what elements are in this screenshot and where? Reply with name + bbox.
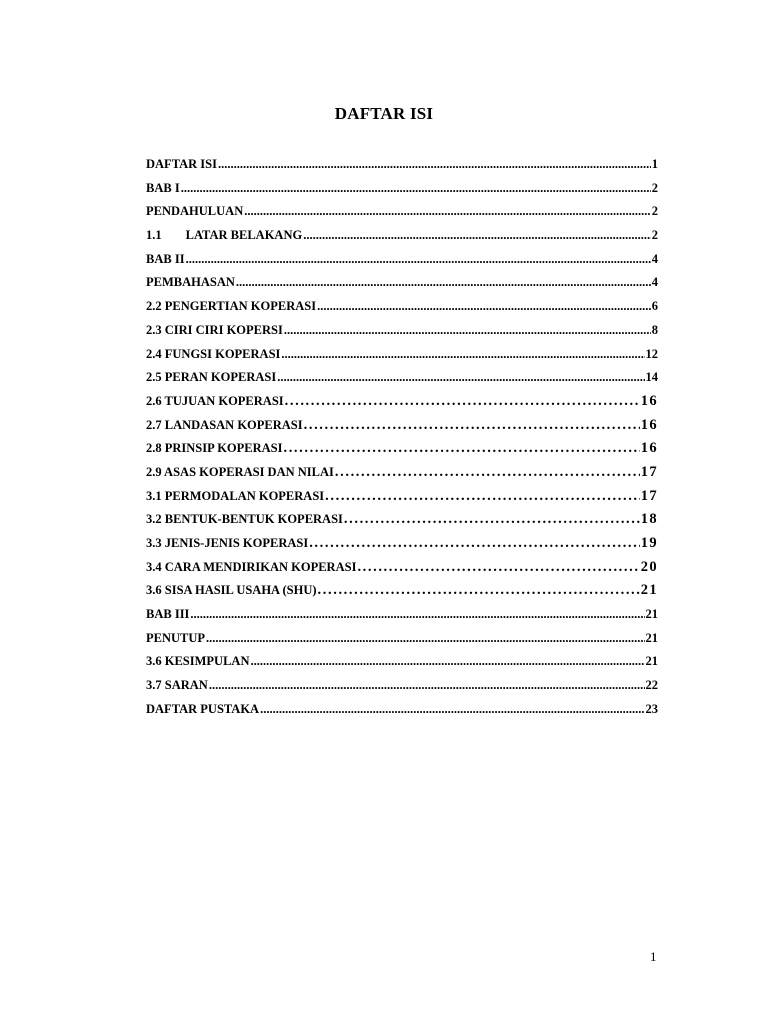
toc-entry bbox=[146, 200, 658, 224]
toc-entry-label: 2.9 ASAS KOPERASI DAN NILAI bbox=[146, 464, 334, 479]
toc-entry-page: 21 bbox=[645, 630, 658, 645]
toc-entry bbox=[146, 532, 658, 556]
toc-entry-page: 21 bbox=[645, 654, 658, 669]
toc-entry bbox=[146, 650, 658, 674]
toc-entry-page: 8 bbox=[651, 322, 658, 337]
toc-entry bbox=[146, 627, 658, 651]
toc-entry-page: 22 bbox=[645, 678, 658, 693]
toc-entry-page: 1 bbox=[651, 157, 658, 171]
toc-entry-label: 3.7 SARAN bbox=[146, 678, 208, 693]
toc-entry-label: 3.3 JENIS-JENIS KOPERASI bbox=[146, 536, 309, 550]
toc-dot-leader bbox=[304, 414, 640, 438]
toc-entry-label: 3.6 SISA HASIL USAHA (SHU) bbox=[146, 583, 317, 598]
toc-dot-leader bbox=[250, 650, 644, 674]
toc-entry bbox=[146, 390, 658, 414]
toc-entry-label: PENUTUP bbox=[146, 630, 206, 645]
toc-dot-leader bbox=[344, 508, 640, 532]
toc-entry bbox=[146, 248, 658, 272]
toc-entry-page: 16 bbox=[640, 392, 658, 409]
toc-entry bbox=[146, 366, 658, 390]
toc-entry-label: 2.5 PERAN KOPERASI bbox=[146, 370, 277, 385]
toc-dot-leader bbox=[303, 224, 651, 248]
toc-entry-page: 21 bbox=[645, 607, 658, 622]
toc-entry-page: 17 bbox=[640, 463, 658, 480]
toc-entry bbox=[146, 579, 658, 603]
toc-entry-label: BAB II bbox=[146, 251, 185, 266]
toc-dot-leader bbox=[277, 366, 644, 390]
toc-entry-page: 6 bbox=[651, 299, 658, 314]
toc-dot-leader bbox=[181, 177, 651, 201]
toc-entry-page: 14 bbox=[645, 370, 658, 385]
toc-dot-leader bbox=[309, 532, 639, 556]
toc-entry-page: 12 bbox=[645, 346, 658, 361]
toc-entry bbox=[146, 461, 658, 485]
toc-entry bbox=[146, 508, 658, 532]
toc-entry bbox=[146, 485, 658, 509]
toc-entry-label: DAFTAR PUSTAKA bbox=[146, 701, 260, 716]
toc-entry-page: 20 bbox=[640, 558, 658, 575]
toc-dot-leader bbox=[236, 271, 651, 295]
toc-entry-number: 1.1 bbox=[146, 228, 162, 243]
toc-dot-leader bbox=[325, 485, 640, 509]
toc-dot-leader bbox=[318, 579, 640, 603]
toc-entry bbox=[146, 603, 658, 627]
toc-entry-label: DAFTAR ISI bbox=[146, 157, 217, 171]
toc-entry-page: 16 bbox=[640, 416, 658, 433]
toc-dot-leader bbox=[281, 343, 644, 367]
toc-dot-leader bbox=[260, 698, 644, 722]
toc-dot-leader bbox=[186, 248, 651, 272]
toc-entry bbox=[146, 295, 658, 319]
toc-entry-page: 21 bbox=[640, 582, 658, 599]
toc-entry-label: 2.8 PRINSIP KOPERASI bbox=[146, 441, 283, 456]
toc-entry-label: LATAR BELAKANG bbox=[185, 228, 303, 243]
table-of-contents bbox=[146, 153, 658, 722]
toc-entry bbox=[146, 319, 658, 343]
toc-entry bbox=[146, 674, 658, 698]
toc-entry-page: 18 bbox=[640, 511, 658, 528]
toc-entry-label: 2.2 PENGERTIAN KOPERASI bbox=[146, 299, 317, 314]
toc-entry-label: PEMBAHASAN bbox=[146, 275, 235, 290]
toc-dot-leader bbox=[284, 319, 651, 343]
toc-entry-label: BAB I bbox=[146, 180, 180, 195]
toc-entry-label: 2.3 CIRI CIRI KOPERSI bbox=[146, 322, 283, 337]
toc-dot-leader bbox=[206, 627, 644, 651]
toc-entry bbox=[146, 177, 658, 201]
toc-entry-label: PENDAHULUAN bbox=[146, 204, 244, 219]
toc-dot-leader bbox=[190, 603, 644, 627]
toc-entry bbox=[146, 437, 658, 461]
toc-entry-label: 3.2 BENTUK-BENTUK KOPERASI bbox=[146, 512, 343, 527]
toc-entry bbox=[146, 343, 658, 367]
toc-dot-leader bbox=[218, 153, 651, 177]
toc-entry bbox=[146, 414, 658, 438]
toc-entry-page: 16 bbox=[640, 440, 658, 457]
toc-entry-label: 2.7 LANDASAN KOPERASI bbox=[146, 417, 303, 432]
toc-entry-label: 3.6 KESIMPULAN bbox=[146, 654, 250, 669]
toc-entry-page: 4 bbox=[651, 275, 658, 290]
toc-entry-label: 3.4 CARA MENDIRIKAN KOPERASI bbox=[146, 559, 357, 574]
toc-entry-page: 4 bbox=[651, 251, 658, 266]
toc-entry bbox=[146, 556, 658, 580]
toc-entry bbox=[146, 271, 658, 295]
page-title: DAFTAR ISI bbox=[334, 104, 434, 123]
toc-entry-label: 2.4 FUNGSI KOPERASI bbox=[146, 346, 281, 361]
toc-entry bbox=[146, 153, 658, 177]
toc-dot-leader bbox=[335, 461, 640, 485]
toc-entry bbox=[146, 224, 658, 248]
toc-dot-leader bbox=[283, 437, 639, 461]
toc-entry-label: 3.1 PERMODALAN KOPERASI bbox=[146, 488, 325, 503]
toc-entry-label: 2.6 TUJUAN KOPERASI bbox=[146, 393, 284, 408]
toc-entry-label: BAB III bbox=[146, 607, 190, 622]
toc-dot-leader bbox=[317, 295, 651, 319]
toc-dot-leader bbox=[285, 390, 640, 414]
toc-entry-page: 23 bbox=[645, 701, 658, 716]
toc-entry-page: 17 bbox=[640, 487, 658, 504]
toc-dot-leader bbox=[244, 200, 651, 224]
toc-entry bbox=[146, 698, 658, 722]
toc-entry-page: 2 bbox=[651, 204, 658, 219]
toc-dot-leader bbox=[209, 674, 645, 698]
toc-dot-leader bbox=[357, 556, 639, 580]
toc-entry-page: 2 bbox=[651, 228, 658, 243]
page-number: 1 bbox=[650, 949, 657, 964]
toc-entry-page: 2 bbox=[651, 180, 658, 195]
toc-entry-page: 19 bbox=[640, 535, 658, 551]
